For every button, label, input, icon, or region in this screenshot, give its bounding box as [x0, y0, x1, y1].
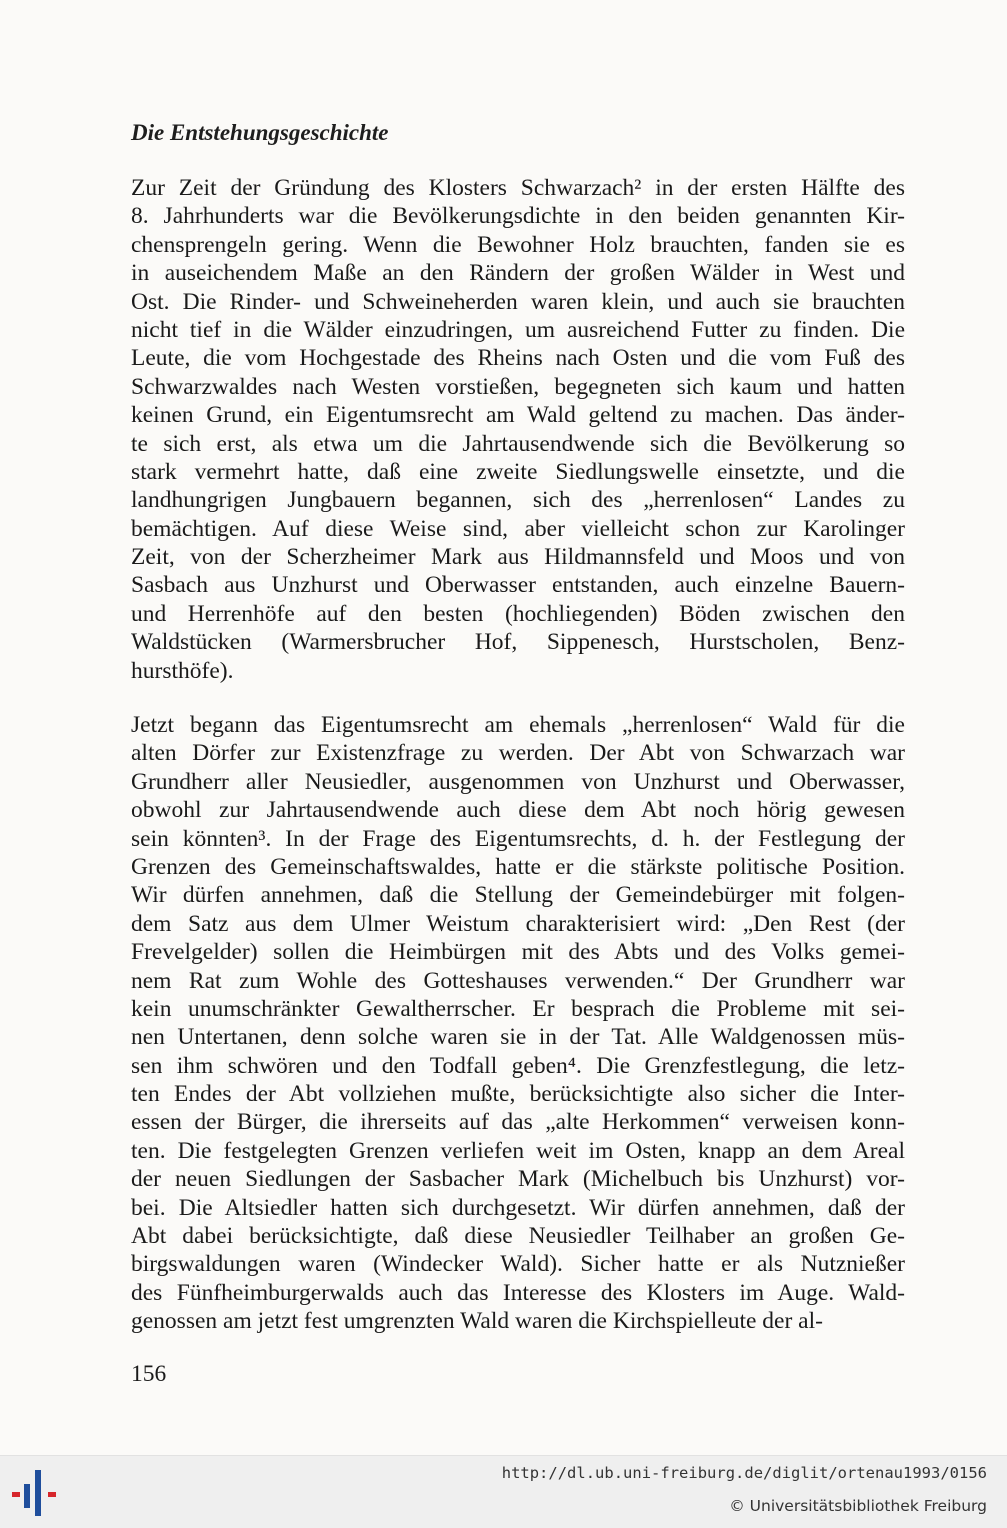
text-line: 8. Jahrhunderts war die Bevölkerungsdichte in den beiden genannten Kir- [131, 203, 905, 230]
text-line: alten Dörfer zur Existenzfrage zu werden. Der Abt von Schwarzach war [131, 740, 905, 767]
text-line: hursthöfe). [131, 657, 234, 684]
text-line: Jetzt begann das Eigentumsrecht am ehemals „herrenlosen“ Wald für die [131, 712, 905, 738]
text-line: Zeit, von der Scherzheimer Mark aus Hildmannsfeld und Moos und von [131, 544, 905, 571]
text-line: landhungrigen Jungbauern begannen, sich des „herrenlosen“ Landes zu [131, 487, 905, 514]
text-line: kein unumschränkter Gewaltherrscher. Er besprach die Probleme mit sei- [131, 995, 905, 1022]
text-line: Schwarzwaldes nach Westen vorstießen, begegneten sich kaum und hatten [131, 373, 905, 400]
page-number: 156 [131, 1361, 167, 1387]
section-heading: Die Entstehungsgeschichte [131, 120, 389, 145]
text-line: Sasbach aus Unzhurst und Oberwasser entstanden, auch einzelne Bauern- [131, 572, 905, 599]
text-line: nicht tief in die Wälder einzudringen, um ausreichend Futter zu finden. Die [131, 316, 905, 343]
text-line: ten Endes der Abt vollziehen mußte, berücksichtigte also sicher die Inter- [131, 1081, 905, 1108]
copyright-notice: © Universitätsbibliothek Freiburg [729, 1497, 987, 1515]
text-line: te sich erst, als etwa um die Jahrtausendwende sich die Bevölkerung so [131, 430, 905, 457]
text-line: Waldstücken (Warmersbrucher Hof, Sippenesch, Hurstscholen, Benz- [131, 629, 905, 656]
text-line: sein könnten³. In der Frage des Eigentumsrechts, d. h. der Festlegung der [131, 825, 905, 852]
text-line: in auseichendem Maße an den Rändern der großen Wälder in West und [131, 260, 905, 287]
text-line: stark vermehrt hatte, daß eine zweite Siedlungswelle einsetzte, und die [131, 458, 905, 485]
paragraph-1 [131, 174, 905, 685]
text-line: chensprengeln gering. Wenn die Bewohner Holz brauchten, fanden sie es [131, 231, 905, 258]
text-line: sen ihm schwören und den Todfall geben⁴. Die Grenzfestlegung, die letz- [131, 1052, 905, 1079]
text-line: Grundherr aller Neusiedler, ausgenommen von Unzhurst und Oberwasser, [131, 768, 905, 795]
viewer-footer [0, 1455, 1007, 1528]
text-line: Zur Zeit der Gründung des Klosters Schwarzach² in der ersten Hälfte des [131, 175, 905, 201]
text-line: bemächtigen. Auf diese Weise sind, aber vielleicht schon zur Karolinger [131, 515, 905, 542]
text-line: obwohl zur Jahrtausendwende auch diese dem Abt noch hörig gewesen [131, 797, 905, 824]
text-line: keinen Grund, ein Eigentumsrecht am Wald geltend zu machen. Das änder- [131, 402, 905, 429]
text-line: birgswaldungen waren (Windecker Wald). Sicher hatte er als Nutznießer [131, 1251, 905, 1278]
text-line: und Herrenhöfe auf den besten (hochliegenden) Böden zwischen den [131, 600, 905, 627]
text-line: nem Rat zum Wohle des Gotteshauses verwenden.“ Der Grundherr war [131, 967, 905, 994]
ub-freiburg-logo-icon[interactable] [8, 1468, 64, 1518]
text-line: Leute, die vom Hochgestade des Rheins nach Osten und die vom Fuß des [131, 345, 905, 372]
text-line: Wir dürfen annehmen, daß die Stellung der Gemeindebürger mit folgen- [131, 882, 905, 909]
text-line: Abt dabei berücksichtigte, daß diese Neusiedler Teilhaber an großen Ge- [131, 1223, 905, 1250]
text-line: dem Satz aus dem Ulmer Weistum charakterisiert wird: „Den Rest (der [131, 910, 905, 937]
text-line: der neuen Siedlungen der Sasbacher Mark (Michelbuch bis Unzhurst) vor- [131, 1166, 905, 1193]
text-line: essen der Bürger, die ihrerseits auf das „alte Herkommen“ verweisen konn- [131, 1109, 905, 1136]
paragraph-2 [131, 711, 905, 1336]
text-line: des Fünfheimburgerwalds auch das Interesse des Klosters im Auge. Wald- [131, 1279, 905, 1306]
text-line: bei. Die Altsiedler hatten sich durchgesetzt. Wir dürfen annehmen, daß der [131, 1194, 905, 1221]
text-line: Ost. Die Rinder- und Schweineherden waren klein, und auch sie brauchten [131, 288, 905, 315]
text-line: Grenzen des Gemeinschaftswaldes, hatte er die stärkste politische Position. [131, 853, 905, 880]
text-line: genossen am jetzt fest umgrenzten Wald waren die Kirchspielleute der al- [131, 1308, 823, 1335]
text-line: ten. Die festgelegten Grenzen verliefen weit im Osten, knapp an dem Areal [131, 1137, 905, 1164]
text-line: Frevelgelder) sollen die Heimbürgen mit des Abts und des Volks gemei- [131, 939, 905, 966]
text-line: nen Untertanen, denn solche waren sie in der Tat. Alle Waldgenossen müs- [131, 1024, 905, 1051]
permalink-url[interactable]: http://dl.ub.uni-freiburg.de/diglit/ortenau1993/0156 [501, 1464, 987, 1482]
